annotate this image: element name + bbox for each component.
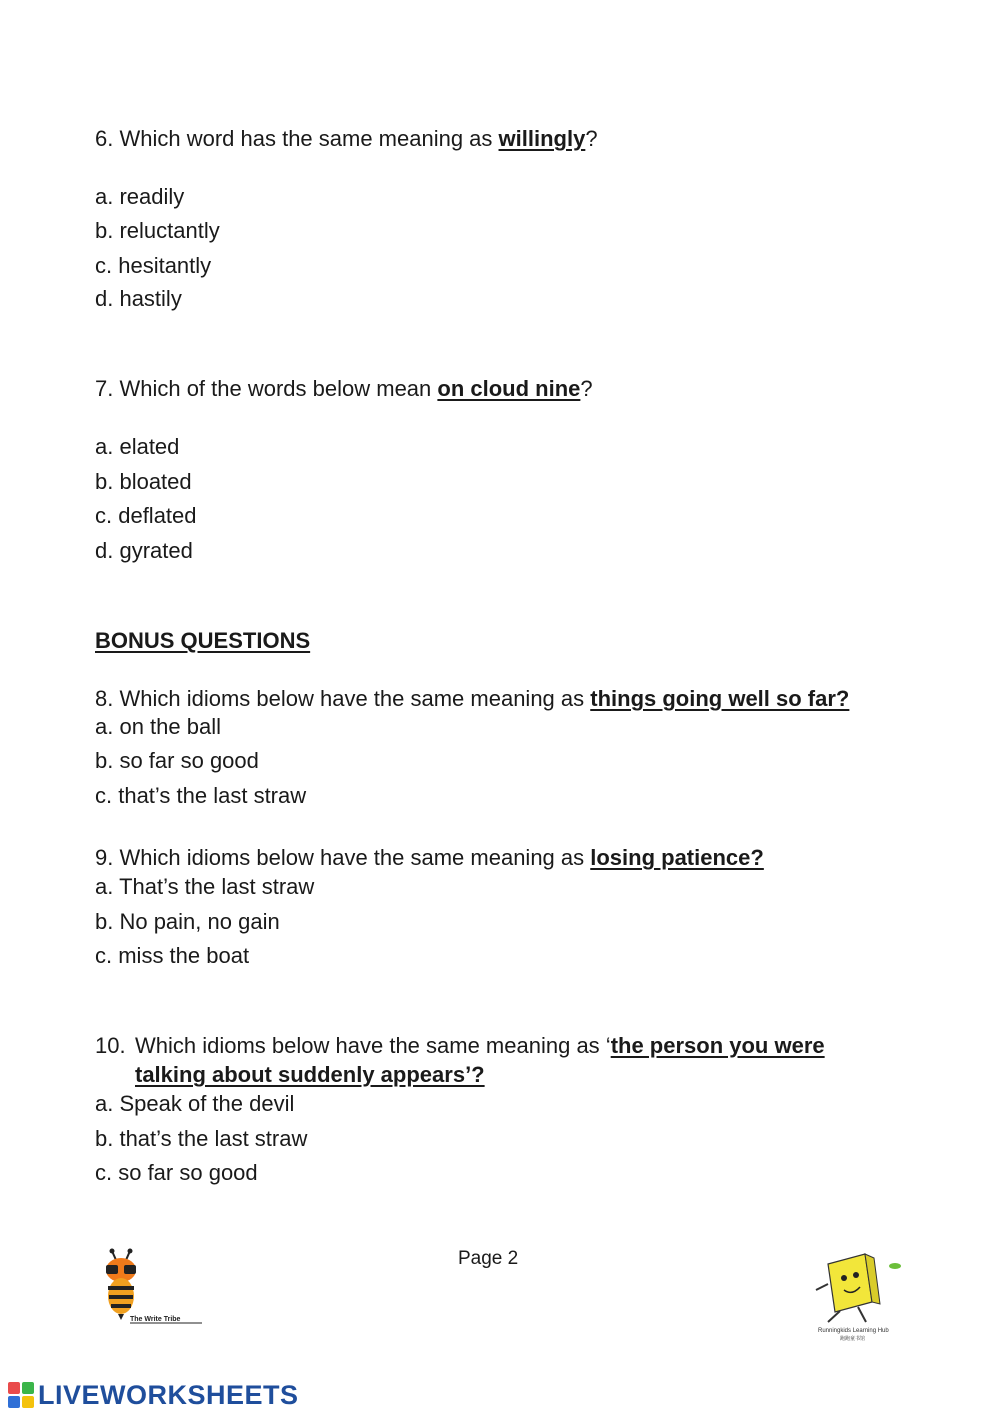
question-6-option-d[interactable]: d. hastily [95,286,182,311]
question-9-keyword: losing patience? [590,845,764,870]
question-7 [95,376,593,402]
question-8-option-b[interactable]: b. so far so good [95,748,259,773]
question-10-number: 10. [95,1033,126,1058]
question-7-option-d[interactable]: d. gyrated [95,538,193,563]
liveworksheets-logo-icon [8,1382,34,1408]
question-6 [95,126,598,152]
question-7-text: 7. Which of the words below mean [95,376,438,401]
question-7-option-b[interactable]: b. bloated [95,469,192,494]
question-6-keyword: willingly [498,126,586,151]
question-7-option-a[interactable]: a. elated [95,434,180,459]
question-8-option-a[interactable]: a. on the ball [95,714,221,739]
question-9-text: 9. Which idioms below have the same meaning as [95,845,591,870]
question-9-option-a[interactable]: a. That’s the last straw [95,874,315,899]
question-6-text: 6. Which word has the same meaning as [95,126,499,151]
liveworksheets-brand-text: LIVEWORKSHEETS [38,1379,299,1410]
question-6-option-a[interactable]: a. readily [95,184,185,209]
page-number: Page 2 [458,1248,519,1269]
question-9-option-c[interactable]: c. miss the boat [95,943,250,968]
question-7-option-c[interactable]: c. deflated [95,503,197,528]
question-8-text: 8. Which idioms below have the same meaning as [95,686,591,711]
question-6-option-b[interactable]: b. reluctantly [95,218,220,243]
bonus-heading: BONUS QUESTIONS [95,628,311,653]
question-8 [95,686,849,712]
question-10-option-a[interactable]: a. Speak of the devil [95,1091,295,1116]
write-tribe-logo [96,1248,206,1328]
question-10-option-c[interactable]: c. so far so good [95,1160,258,1185]
runningkids-logo-text: Runningkids Learning Hub [818,1328,889,1334]
question-8-keyword: things going well so far? [590,686,850,711]
question-7-suffix: ? [580,376,593,401]
question-10-option-b[interactable]: b. that’s the last straw [95,1126,308,1151]
question-7-keyword: on cloud nine [437,376,581,401]
question-6-option-c[interactable]: c. hesitantly [95,253,212,278]
question-9 [95,845,764,871]
question-6-suffix: ? [585,126,598,151]
bee-icon [96,1248,206,1328]
liveworksheets-brand[interactable] [8,1380,299,1410]
question-9-option-b[interactable]: b. No pain, no gain [95,909,280,934]
question-10 [135,1031,895,1089]
running-book-icon [810,1244,905,1344]
runningkids-logo-subtext: 跑跑童书馆 [840,1336,866,1342]
question-10-text: Which idioms below have the same meaning as ‘ [135,1033,611,1058]
write-tribe-logo-text: The Write Tribe [130,1316,181,1323]
runningkids-logo [810,1244,905,1344]
question-10-keyword: the person you were talking about suddenly appears’? [135,1033,825,1087]
question-8-option-c[interactable]: c. that’s the last straw [95,783,307,808]
